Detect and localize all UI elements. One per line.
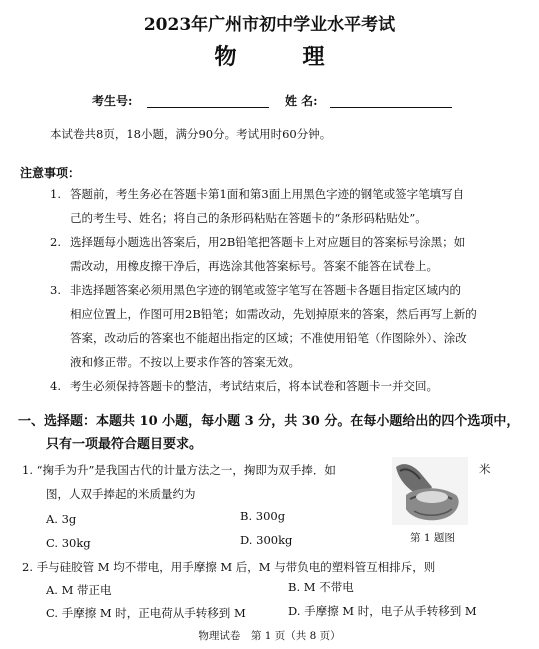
exam-title: 2023年广州市初中学业水平考试 [143,15,396,35]
note-line: 答案，改动后的答案也不能超出指定的区域；不准使用铅笔（作图除外）、涂改 [70,331,467,345]
section-heading: 一、选择题：本题共 10 小题，每小题 3 分，共 30 分。在每小题给出的四个选项中， [18,414,520,429]
note-item [50,182,528,398]
section-heading-cont: 只有一项最符合题目要求。 [46,437,203,452]
q2-option-d: D. 手摩擦 M 时，电子从手转移到 M [288,604,477,618]
note-line: 己的考生号、姓名；将自己的条形码粘贴在答题卡的“条形码粘贴处”。 [70,211,427,225]
subject-title: 物 理 [214,44,347,70]
note-line: 相应位置上，作图可用2B铅笔；如需改动，先划掉原来的答案，然后再写上新的 [70,307,477,321]
notes-heading: 注意事项： [20,166,81,180]
q2-option-a: A. M 带正电 [46,583,112,597]
page-footer: 物理试卷 第 1 页（共 8 页） [198,630,341,642]
note-line: 需改动，用橡皮擦干净后，再选涂其他答案标号。答案不能答在试卷上。 [70,259,438,273]
note-number: 1. [50,187,61,201]
note-line: 液和修正带。不按以上要求作答的答案无效。 [70,355,300,369]
question-2-text: 2. 手与硅胶管 M 均不带电，用手摩擦 M 后，M 与带负电的塑料管互相排斥，则 [22,560,436,574]
name-label: 姓 名: [285,94,318,108]
q1-option-a: A. 3g [46,512,77,526]
candidate-number-field[interactable] [147,93,269,108]
question-1-text: 1. “掬手为升”是我国古代的计量方法之一，掬即为双手捧．如 [22,463,336,477]
candidate-number-label: 考生号: [92,94,133,108]
figure-rice-label: 米 [479,462,491,476]
question-1-text-cont: 图，人双手捧起的米质量约为 [46,487,196,501]
note-number: 3. [50,283,61,297]
name-field[interactable] [330,93,452,108]
note-line: 答题前，考生务必在答题卡第1面和第3面上用黑色字迹的钢笔或签字笔填写自 [70,187,465,201]
note-line: 考生必须保持答题卡的整洁，考试结束后，将本试卷和答题卡一并交回。 [70,379,438,393]
q2-option-c: C. 手摩擦 M 时，正电荷从手转移到 M [46,606,246,620]
q1-option-c: C. 30kg [46,536,91,550]
q2-option-b: B. M 不带电 [288,580,354,594]
note-line: 选择题每小题选出答案后，用2B铅笔把答题卡上对应题目的答案标号涂黑；如 [70,235,466,249]
note-line: 非选择题答案必须用黑色字迹的钢笔或签字笔写在答题卡各题目指定区域内的 [70,283,461,297]
note-number: 2. [50,235,61,249]
q1-option-d: D. 300kg [240,533,293,547]
q1-option-b: B. 300g [240,509,286,523]
hands-holding-rice-photo [392,457,468,525]
note-number: 4. [50,379,61,393]
figure-1-caption: 第 1 题图 [410,532,455,544]
exam-intro: 本试卷共8页，18小题，满分90分。考试用时60分钟。 [50,127,332,141]
